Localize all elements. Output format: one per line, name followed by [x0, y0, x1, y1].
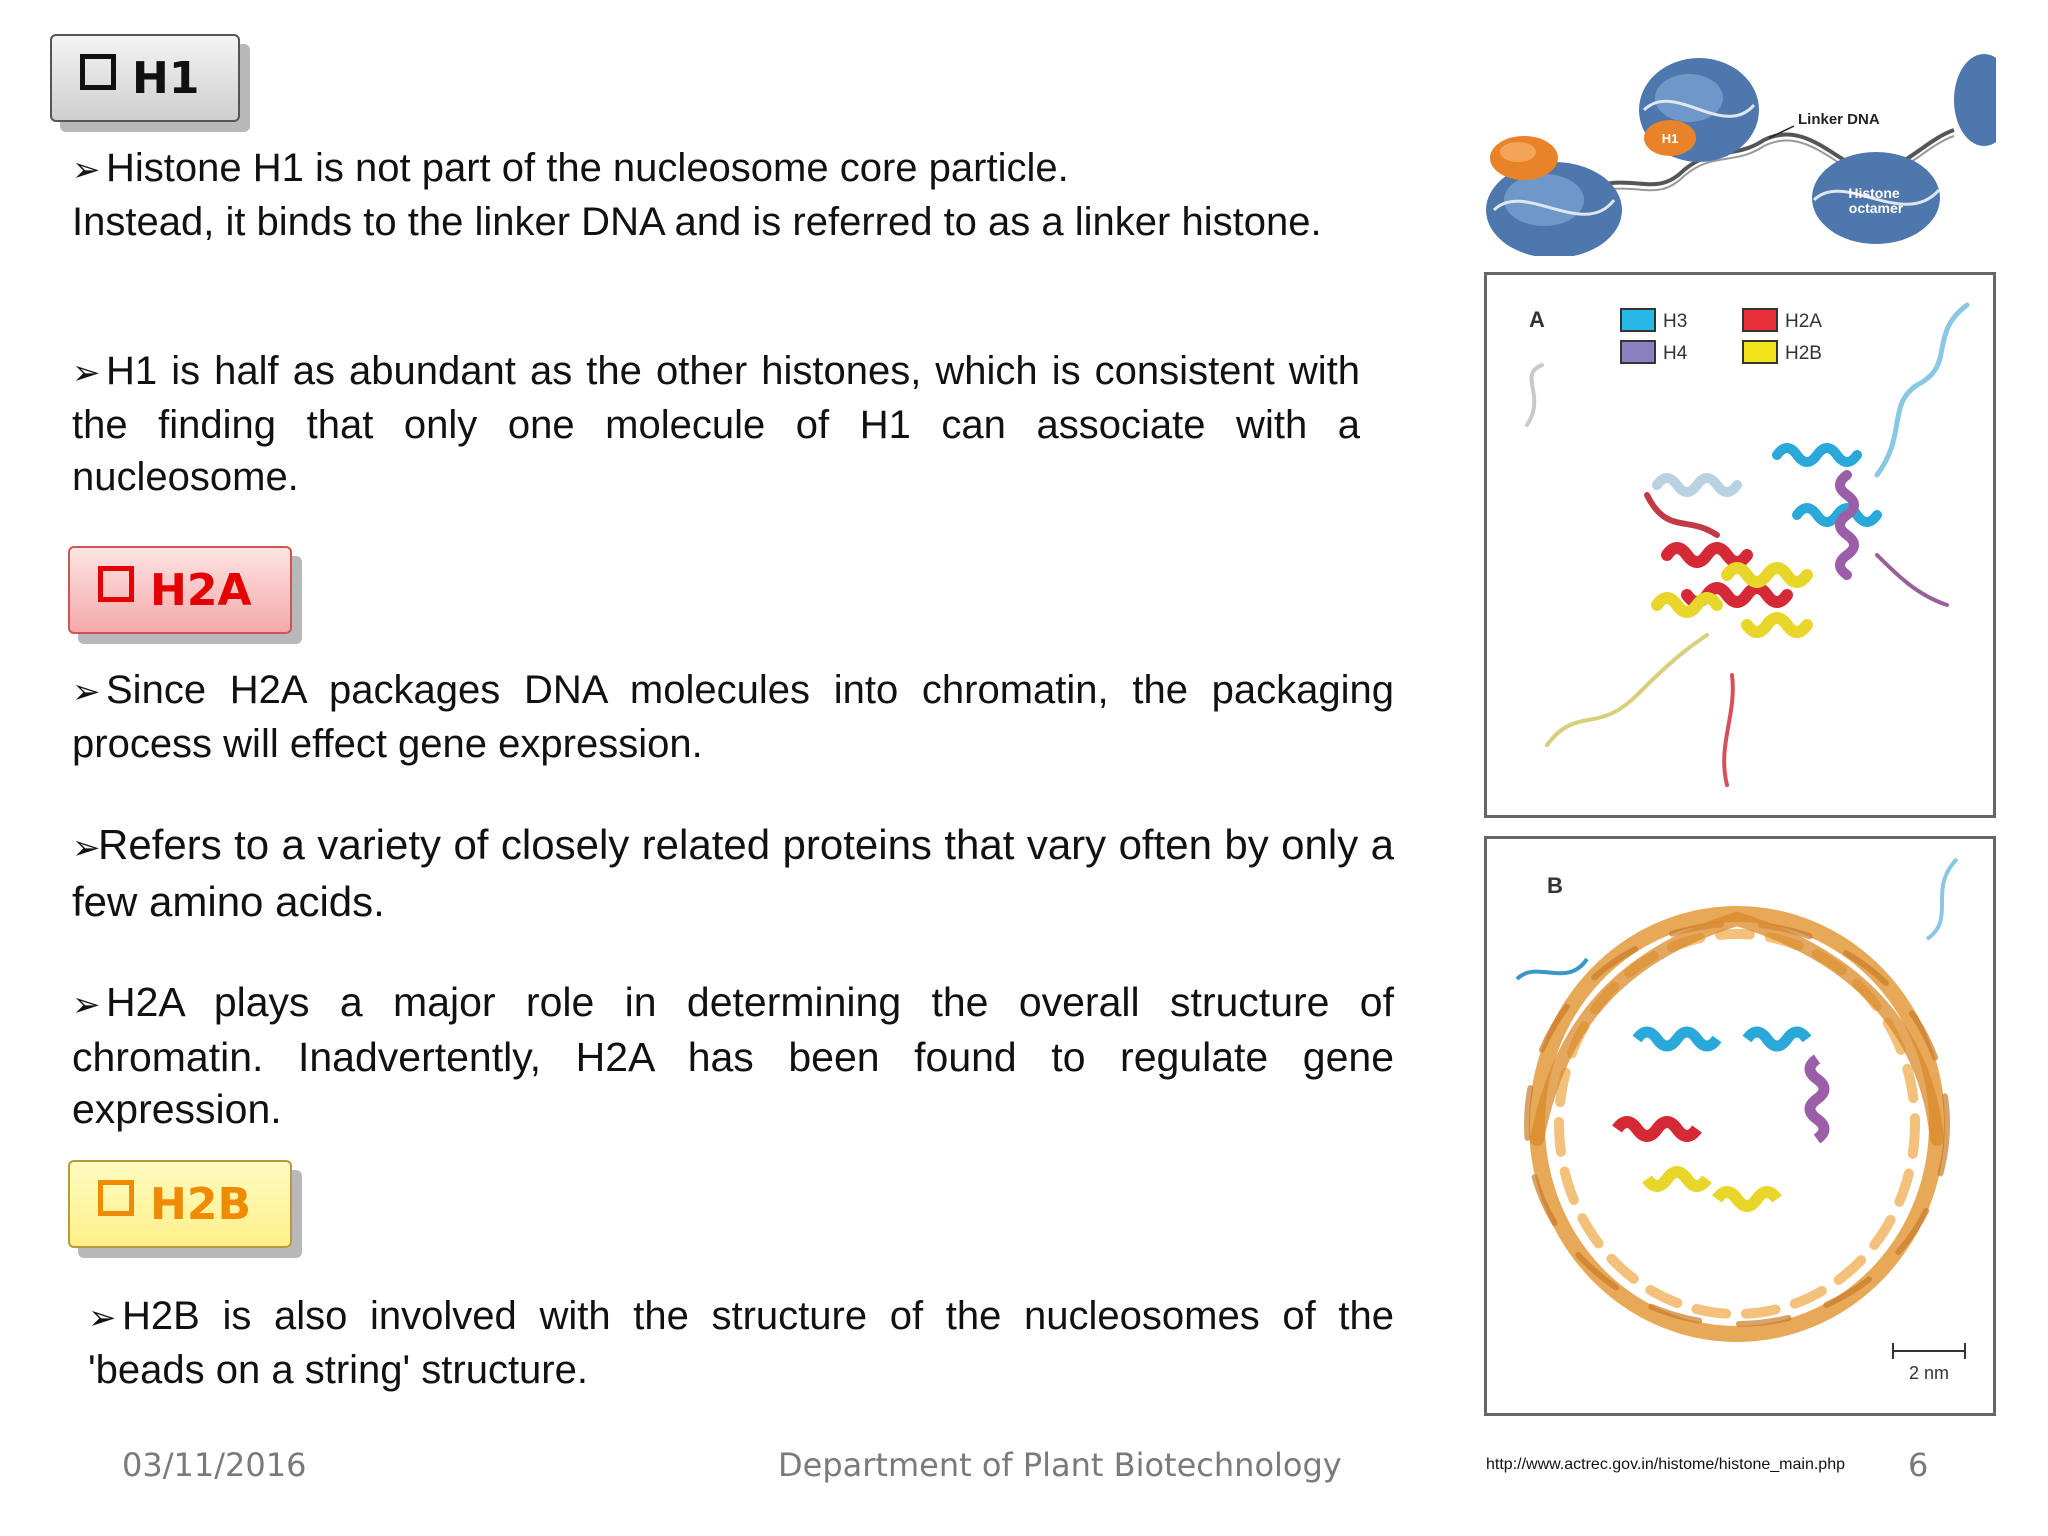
histone-octamer-panel-a: [1484, 272, 1996, 818]
panel-a-label: A: [1529, 307, 1545, 332]
paragraph-h1-core-first: Histone H1 is not part of the nucleosome core particle.: [106, 146, 1069, 190]
nucleosome-linker-figure: [1484, 50, 1996, 256]
footer-date: 03/11/2016: [122, 1446, 307, 1484]
nucleosome-core-illustration: [1487, 839, 1993, 1413]
nucleosome-core-panel-b: [1484, 836, 1996, 1416]
paragraph-h2b: [88, 1290, 1394, 1396]
paragraph-h2b-text: H2B is also involved with the structure of the nucleosomes of the 'beads on a string' structure.: [88, 1294, 1394, 1392]
legend-swatch-h3: [1621, 309, 1655, 331]
arrow-bullet-icon: ➢: [72, 829, 101, 867]
paragraph-h2a-structure: [72, 976, 1394, 1135]
protein-ribbons: [1527, 305, 1967, 785]
dna-superhelix: [1527, 914, 1947, 1334]
h1-orange-left-shape: [1490, 136, 1558, 180]
arrow-bullet-icon: ➢: [72, 986, 101, 1024]
paragraph-h1-abundance-text: H1 is half as abundant as the other histones, which is consistent with the finding that only one molecule of H1 can associate with a nucleosome.: [72, 349, 1360, 499]
checkbox-bullet-icon: [98, 1180, 134, 1216]
arrow-bullet-icon: ➢: [72, 354, 101, 392]
paragraph-h2a-structure-text: H2A plays a major role in determining the overall structure of chromatin. Inadvertently, H2A has been found to regulate gene expression.: [72, 979, 1394, 1132]
legend-label-h4: H4: [1663, 343, 1688, 364]
panel-b-label: B: [1547, 873, 1563, 898]
arrow-bullet-icon: ➢: [88, 1299, 117, 1337]
paragraph-h2a-variants: [72, 818, 1394, 929]
legend-swatch-h2b: [1743, 341, 1777, 363]
paragraph-h1-core-rest: Instead, it binds to the linker DNA and is referred to as a linker histone.: [72, 200, 1322, 244]
section-title-h2b: H2B: [150, 1178, 251, 1230]
linker-dna-label: Linker DNA: [1798, 111, 1880, 128]
nucleosome-edge-shape: [1954, 54, 1996, 146]
page-number: 6: [1908, 1446, 1929, 1484]
legend-label-h2b: H2B: [1785, 343, 1822, 364]
legend-label-h2a: H2A: [1785, 311, 1822, 332]
legend: [1621, 309, 1822, 364]
paragraph-h2a-packaging: [72, 664, 1394, 770]
arrow-bullet-icon: ➢: [72, 673, 101, 711]
nucleosome-linker-illustration: [1484, 50, 1996, 256]
histone-octamer-ribbon-illustration: [1487, 275, 1993, 815]
paragraph-h1-core: [72, 142, 1360, 248]
legend-swatch-h2a: [1743, 309, 1777, 331]
scale-bar: [1893, 1343, 1965, 1383]
checkbox-bullet-icon: [98, 566, 134, 602]
section-title-h1: H1: [132, 52, 200, 104]
arrow-bullet-icon: ➢: [72, 151, 101, 189]
section-title-h2a: H2A: [150, 564, 252, 616]
scale-bar-label: 2 nm: [1908, 1363, 1950, 1383]
histone-octamer-label-1: Histone: [1848, 185, 1900, 201]
paragraph-h1-abundance: [72, 345, 1360, 503]
section-header-h2a: [68, 546, 292, 634]
section-header-h2b: [68, 1160, 292, 1248]
paragraph-h2a-packaging-text: Since H2A packages DNA molecules into chromatin, the packaging process will effect gene expression.: [72, 668, 1394, 766]
legend-swatch-h4: [1621, 341, 1655, 363]
legend-label-h3: H3: [1663, 311, 1688, 332]
paragraph-h2a-variants-text: Refers to a variety of closely related proteins that vary often by only a few amino acids.: [72, 821, 1394, 925]
h1-label: H1: [1661, 131, 1679, 146]
checkbox-bullet-icon: [80, 54, 116, 90]
histone-octamer-label-2: octamer: [1848, 200, 1904, 216]
section-header-h1: [50, 34, 240, 122]
source-url[interactable]: http://www.actrec.gov.in/histome/histone_main.php: [1486, 1456, 1845, 1473]
footer-department: Department of Plant Biotechnology: [778, 1446, 1342, 1484]
